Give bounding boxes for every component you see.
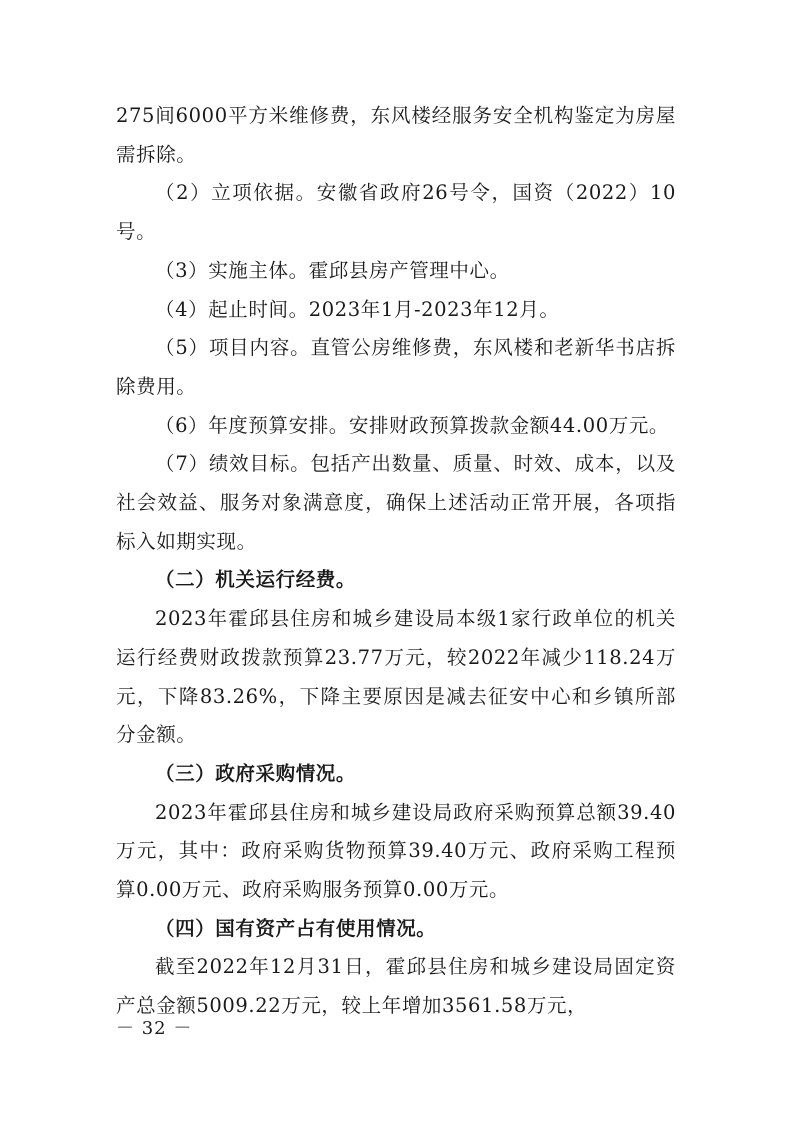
paragraph-maintenance-continued: 275间6000平方米维修费，东风楼经服务安全机构鉴定为房屋需拆除。 <box>116 104 676 166</box>
page-number: － 32 － <box>116 1018 193 1039</box>
section-body-state-assets: 截至2022年12月31日，霍邱县住房和城乡建设局固定资产总金额5009.22万元，较上年增加3561.58万元， <box>116 955 676 1018</box>
paragraph-project-content: （5）项目内容。直管公房维修费，东风楼和老新华书店拆除费用。 <box>116 336 676 398</box>
document-body <box>116 97 676 1026</box>
section-heading-operating-costs: （二）机关运行经费。 <box>155 568 357 592</box>
paragraph-implementing-body: （3）实施主体。霍邱县房产管理中心。 <box>155 258 510 282</box>
paragraph-annual-budget: （6）年度预算安排。安排财政预算拨款金额44.00万元。 <box>155 413 670 437</box>
paragraph-timeframe: （4）起止时间。2023年1月-2023年12月。 <box>155 297 560 321</box>
section-heading-procurement: （三）政府采购情况。 <box>155 761 357 785</box>
section-body-procurement: 2023年霍邱县住房和城乡建设局政府采购预算总额39.40万元，其中：政府采购货物预算39.40万元、政府采购工程预算0.00万元、政府采购服务预算0.00万元。 <box>116 800 676 902</box>
section-body-operating-costs: 2023年霍邱县住房和城乡建设局本级1家行政单位的机关运行经费财政拨款预算23.77万元，较2022年减少118.24万元，下降83.26%，下降主要原因是减去征安中心和乡镇所部分金额。 <box>116 607 676 747</box>
paragraph-performance-goals: （7）绩效目标。包括产出数量、质量、时效、成本，以及社会效益、服务对象满意度，确保上述活动正常开展，各项指标入如期实现。 <box>116 452 676 553</box>
section-heading-state-assets: （四）国有资产占有使用情况。 <box>155 916 437 940</box>
paragraph-project-basis: （2）立项依据。安徽省政府26号令，国资（2022）10号。 <box>116 181 676 244</box>
